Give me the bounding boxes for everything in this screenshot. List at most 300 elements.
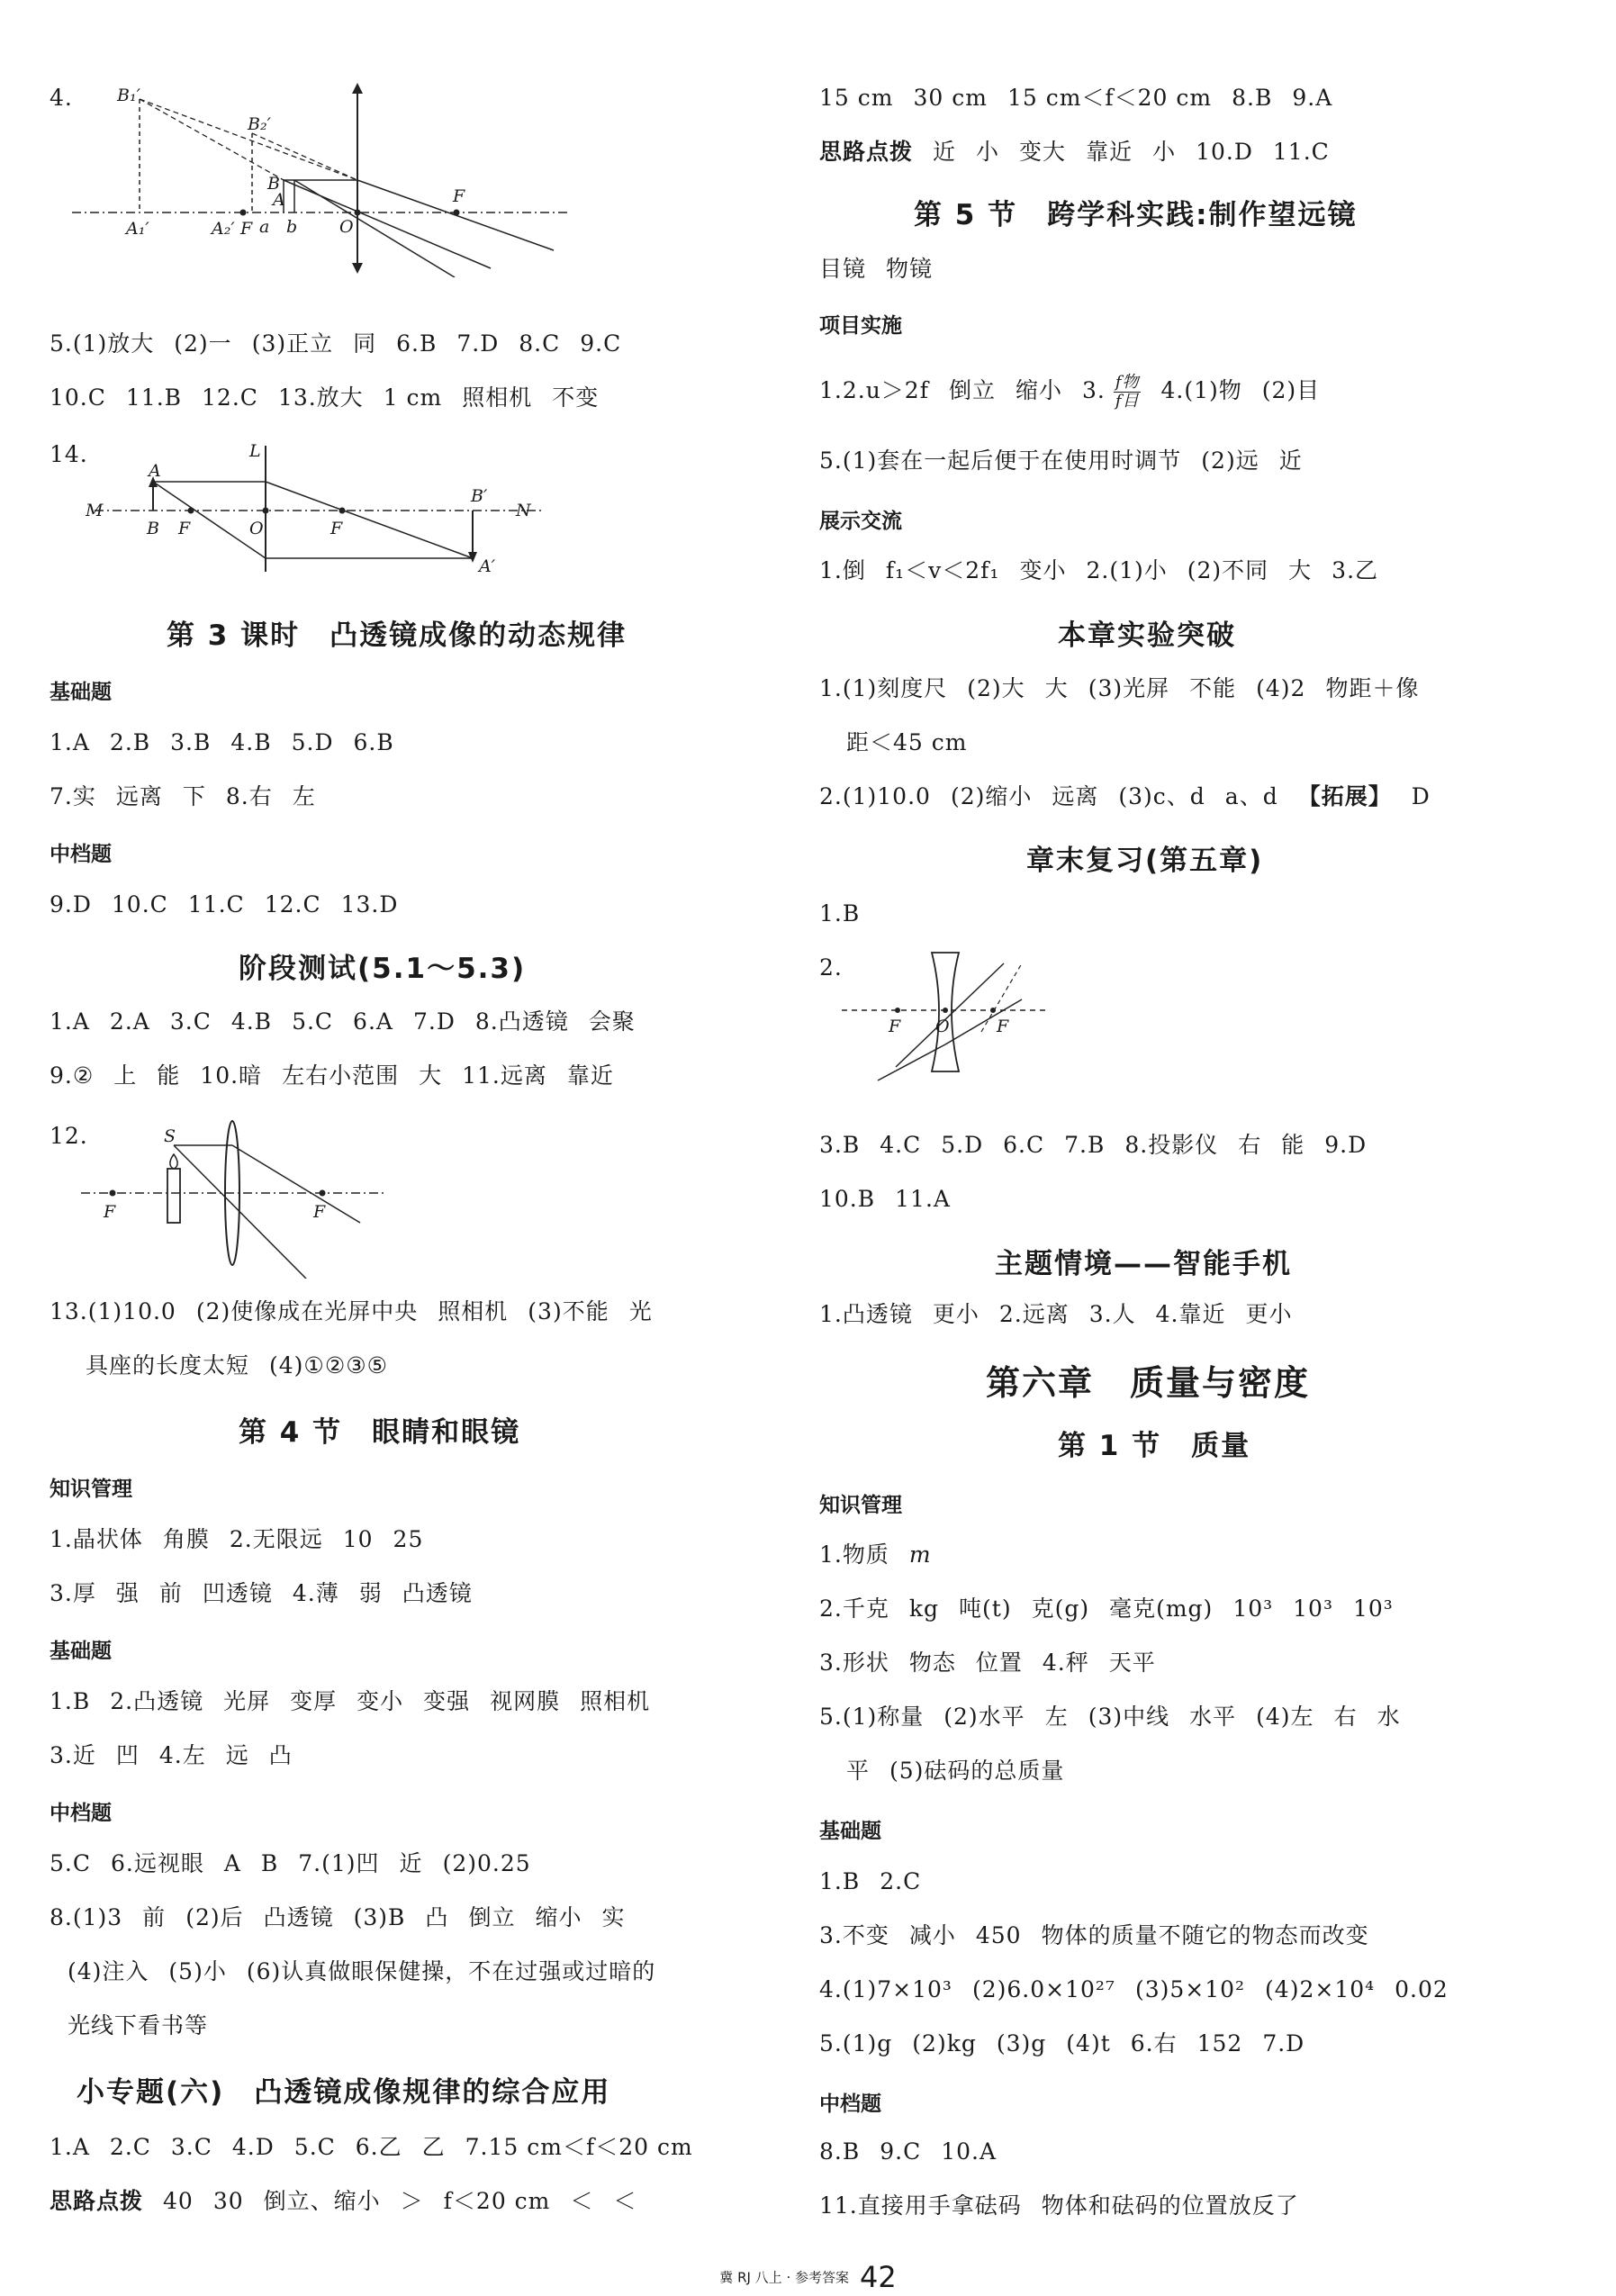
token: 3.厚 bbox=[50, 1580, 96, 1606]
ch6-line3 bbox=[819, 1648, 1176, 1678]
token: 变厚 bbox=[290, 1688, 338, 1714]
hint-label: 思路点拨 bbox=[819, 139, 914, 165]
token: 2.C bbox=[109, 2134, 151, 2160]
token: 12.C bbox=[202, 384, 258, 411]
token: 152 bbox=[1196, 2030, 1243, 2056]
lesson5-line3 bbox=[819, 446, 1323, 476]
token: (3)光屏 bbox=[1088, 675, 1170, 701]
label-f-left: F bbox=[889, 1017, 901, 1036]
token: 5.C bbox=[292, 1008, 334, 1035]
token: 物态 bbox=[908, 1650, 956, 1676]
q4-label: 4. bbox=[50, 85, 73, 111]
token: 1.物质 bbox=[819, 1541, 889, 1568]
token: 3.乙 bbox=[1332, 557, 1379, 583]
subheading-basic: 基础题 bbox=[819, 1820, 881, 1843]
token: 3. bbox=[1082, 377, 1106, 403]
token: 8.C bbox=[519, 330, 561, 357]
token: (4)①②③⑤ bbox=[269, 1352, 389, 1379]
token: 2.千克 bbox=[819, 1595, 889, 1622]
subheading-project: 项目实施 bbox=[819, 314, 902, 338]
q14-label: 14. bbox=[50, 441, 88, 467]
token: 凸 bbox=[425, 1904, 449, 1930]
label-f-right: F bbox=[997, 1017, 1009, 1036]
token: D bbox=[1411, 783, 1431, 809]
label-b: B bbox=[267, 174, 280, 194]
token: 视网膜 bbox=[490, 1688, 561, 1714]
token: 10³ bbox=[1353, 1595, 1394, 1622]
token: 6.乙 bbox=[355, 2134, 402, 2160]
token: 倒立、缩小 bbox=[263, 2188, 381, 2214]
token: 左 bbox=[1044, 1704, 1069, 1730]
label-b2: B₂′ bbox=[248, 114, 271, 134]
label-a2: A₂′ bbox=[212, 219, 235, 239]
token: 25 bbox=[393, 1526, 424, 1552]
token: 10.A bbox=[941, 2138, 998, 2165]
label-n: N bbox=[516, 501, 531, 520]
token: 照相机 bbox=[462, 384, 533, 411]
token: (4)t bbox=[1066, 2030, 1111, 2056]
token: 大 bbox=[1288, 557, 1313, 583]
token: (2)远 bbox=[1201, 447, 1259, 474]
label-m: M bbox=[86, 501, 104, 520]
token: 1.倒 bbox=[819, 557, 866, 583]
token: 减小 bbox=[908, 1922, 956, 1948]
token: 4.B bbox=[230, 1008, 273, 1035]
token: 7.D bbox=[456, 330, 500, 357]
lesson5-line2 bbox=[819, 374, 1340, 411]
token: (4)2 bbox=[1256, 675, 1306, 701]
token: 8.投影仪 bbox=[1124, 1132, 1219, 1158]
token: (4)左 bbox=[1256, 1704, 1314, 1730]
label-f-left: F bbox=[178, 519, 191, 538]
token: 凹 bbox=[115, 1742, 140, 1768]
token: 5.D bbox=[941, 1132, 984, 1158]
token: 30 bbox=[212, 2188, 244, 2214]
token: 5.(1)g bbox=[819, 2030, 893, 2056]
token: 物体和砝码的位置放反了 bbox=[1041, 2192, 1299, 2219]
token: 远离 bbox=[1052, 783, 1099, 809]
token: 物体的质量不随它的物态而改变 bbox=[1041, 1922, 1369, 1948]
token: 照相机 bbox=[580, 1688, 651, 1714]
token: 8.右 bbox=[225, 783, 273, 809]
token: 凹透镜 bbox=[202, 1580, 273, 1606]
page-number: 42 bbox=[859, 2260, 897, 2294]
token: 10.B bbox=[819, 1186, 876, 1212]
lesson5-line4 bbox=[819, 556, 1398, 586]
section-title-lesson4: 第 4 节 眼睛和眼镜 bbox=[239, 1416, 521, 1449]
token: 更小 bbox=[932, 1301, 980, 1327]
token: 7.(1)凹 bbox=[298, 1850, 380, 1876]
token: (4)2×10⁴ bbox=[1265, 1976, 1376, 2002]
stage-line2 bbox=[50, 1061, 634, 1091]
token: 4.(1)物 bbox=[1160, 377, 1242, 403]
token: 9.D bbox=[1324, 1132, 1368, 1158]
label-o: O bbox=[935, 1017, 950, 1036]
token: 1.B bbox=[50, 1688, 91, 1714]
token: 天平 bbox=[1108, 1650, 1156, 1676]
token: 角膜 bbox=[162, 1526, 210, 1552]
token: 3.形状 bbox=[819, 1650, 889, 1676]
review-line3 bbox=[819, 1184, 971, 1215]
exp-line1 bbox=[819, 673, 1439, 704]
token: 1.B bbox=[819, 1868, 861, 1894]
token: 7.D bbox=[1262, 2030, 1305, 2056]
review-line2 bbox=[819, 1130, 1386, 1161]
lesson4-line5 bbox=[50, 1849, 551, 1879]
token: (2)目 bbox=[1261, 377, 1321, 403]
token: (3)c、d bbox=[1118, 783, 1205, 809]
subheading-knowledge: 知识管理 bbox=[50, 1478, 132, 1501]
token: 光屏 bbox=[223, 1688, 271, 1714]
section-title-topic6: 小专题(六) 凸透镜成像规律的综合应用 bbox=[77, 2076, 611, 2109]
token: 1.A bbox=[50, 729, 90, 755]
token: 1.(1)刻度尺 bbox=[819, 675, 948, 701]
token: (3)正立 bbox=[251, 330, 334, 357]
label-a1: A₁′ bbox=[126, 219, 149, 239]
token: 靠近 bbox=[566, 1062, 614, 1089]
token: 3.C bbox=[170, 2134, 212, 2160]
ch6-line4 bbox=[819, 1702, 1421, 1732]
token: (2)不同 bbox=[1187, 557, 1269, 583]
ch6-line8 bbox=[819, 1975, 1468, 2005]
token: 11.A bbox=[895, 1186, 951, 1212]
token: 13.放大 bbox=[277, 384, 364, 411]
label-a: A bbox=[273, 190, 285, 210]
token: 10 bbox=[342, 1526, 374, 1552]
token: 3.C bbox=[169, 1008, 212, 1035]
lesson4-line8: 光线下看书等 bbox=[68, 2012, 209, 2038]
token: (2)使像成在光屏中央 bbox=[195, 1298, 419, 1324]
token: 1.晶状体 bbox=[50, 1526, 143, 1552]
label-b1: B₁′ bbox=[117, 86, 140, 105]
section-title-stage-test: 阶段测试(5.1～5.3) bbox=[239, 953, 527, 985]
q12-candle-diagram bbox=[81, 1116, 414, 1279]
token: (2)后 bbox=[185, 1904, 244, 1930]
token: 0.02 bbox=[1395, 1976, 1449, 2002]
token: 7.15 cm＜f＜20 cm bbox=[465, 2134, 693, 2160]
token: 9.D bbox=[50, 891, 92, 917]
token: 12.C bbox=[264, 891, 321, 917]
ch6-line10 bbox=[819, 2137, 1016, 2167]
token: 远离 bbox=[115, 783, 163, 809]
label-b-small: b bbox=[286, 217, 298, 237]
token: 小 bbox=[976, 139, 1000, 165]
label-a-small: a bbox=[259, 217, 270, 237]
token: 1 cm bbox=[383, 384, 443, 411]
token: 下 bbox=[182, 783, 206, 809]
token: 不能 bbox=[1189, 675, 1237, 701]
q5-line bbox=[50, 329, 641, 359]
token: 6.右 bbox=[1130, 2030, 1178, 2056]
token: (5)小 bbox=[168, 1958, 227, 1984]
lesson4-line4 bbox=[50, 1740, 312, 1771]
token: (6)认真做眼保健操，不在过强或过暗的 bbox=[246, 1958, 656, 1984]
token: 5.C bbox=[293, 2134, 336, 2160]
token: 30 cm bbox=[913, 85, 988, 111]
token: 1.A bbox=[50, 1008, 90, 1035]
label-b: B bbox=[147, 519, 159, 538]
token: B bbox=[260, 1850, 279, 1876]
token: (2)kg bbox=[912, 2030, 977, 2056]
token: 8.B bbox=[819, 2138, 861, 2165]
subheading-basic: 基础题 bbox=[50, 1640, 112, 1663]
token: 右 bbox=[1238, 1132, 1262, 1158]
ch6-line5 bbox=[846, 1756, 1084, 1786]
token: (4)注入 bbox=[68, 1958, 149, 1984]
subheading-middle: 中档题 bbox=[819, 2093, 881, 2116]
token: 凸 bbox=[268, 1742, 293, 1768]
token: (3)B bbox=[353, 1904, 406, 1930]
token: (5)砝码的总质量 bbox=[889, 1758, 1065, 1784]
token: 2.C bbox=[880, 1868, 922, 1894]
token: 倒立 bbox=[948, 377, 996, 403]
ch6-line6 bbox=[819, 1867, 941, 1897]
label-f-right: F bbox=[330, 519, 343, 538]
token: 前 bbox=[142, 1904, 167, 1930]
label-o: O bbox=[249, 519, 264, 538]
token: 物距＋像 bbox=[1325, 675, 1420, 701]
token: m bbox=[908, 1541, 932, 1568]
token: 变大 bbox=[1019, 139, 1067, 165]
right-line1 bbox=[819, 83, 1352, 113]
section-title-theme: 主题情境——智能手机 bbox=[995, 1248, 1292, 1280]
q2-label: 2. bbox=[819, 954, 843, 981]
token: ＜ bbox=[613, 2188, 637, 2214]
token: 11.B bbox=[125, 384, 183, 411]
token: 7.D bbox=[412, 1008, 456, 1035]
section-title-lesson3: 第 3 课时 凸透镜成像的动态规律 bbox=[167, 619, 627, 652]
token: (2)缩小 bbox=[950, 783, 1033, 809]
token: 4.薄 bbox=[292, 1580, 339, 1606]
token: 左右小范围 bbox=[282, 1062, 400, 1089]
token: 6.B bbox=[353, 729, 394, 755]
token: ＞ bbox=[400, 2188, 424, 2214]
lesson3-line1 bbox=[50, 728, 414, 758]
token: 2.无限远 bbox=[229, 1526, 323, 1552]
subheading-middle: 中档题 bbox=[50, 1802, 112, 1825]
token: 10.C bbox=[111, 891, 168, 917]
token: 7.实 bbox=[50, 783, 96, 809]
token: 11.远离 bbox=[462, 1062, 547, 1089]
stage-line1 bbox=[50, 1007, 655, 1037]
token: 近 bbox=[933, 139, 957, 165]
token: 10³ bbox=[1232, 1595, 1274, 1622]
token: (2)大 bbox=[967, 675, 1025, 701]
token: 15 cm bbox=[819, 85, 894, 111]
token: 11.C bbox=[187, 891, 245, 917]
token: 5.(1)套在一起后便于在使用时调节 bbox=[819, 447, 1182, 474]
token: 3.B bbox=[170, 729, 212, 755]
token: 8.凸透镜 bbox=[474, 1008, 569, 1035]
page-footer bbox=[0, 2260, 1616, 2294]
label-f-left: F bbox=[240, 219, 253, 239]
token: 3.B bbox=[819, 1132, 861, 1158]
token: 1.2.u＞2f bbox=[819, 377, 929, 403]
token: (2)6.0×10²⁷ bbox=[971, 1976, 1115, 2002]
token: 3.不变 bbox=[819, 1922, 889, 1948]
token: 前 bbox=[158, 1580, 183, 1606]
token: 9.A bbox=[1292, 85, 1333, 111]
token: 水平 bbox=[1189, 1704, 1237, 1730]
token: kg bbox=[908, 1595, 940, 1622]
token: 9.C bbox=[580, 330, 622, 357]
fraction bbox=[1114, 374, 1142, 411]
token: 变强 bbox=[423, 1688, 471, 1714]
token: 4.靠近 bbox=[1155, 1301, 1226, 1327]
frac-den: f目 bbox=[1115, 392, 1140, 411]
q2-concave-lens-diagram bbox=[842, 945, 1058, 1089]
token: 1.凸透镜 bbox=[819, 1301, 913, 1327]
token: 平 bbox=[846, 1758, 871, 1784]
token: 2.B bbox=[109, 729, 151, 755]
token: 吨(t) bbox=[959, 1595, 1012, 1622]
token: 上 bbox=[113, 1062, 138, 1089]
token: 10.D bbox=[1196, 139, 1253, 165]
token: 目镜 bbox=[819, 256, 867, 282]
q12-label: 12. bbox=[50, 1123, 88, 1149]
token: 8.(1)3 bbox=[50, 1904, 123, 1930]
token: 位置 bbox=[975, 1650, 1023, 1676]
token: 近 bbox=[1278, 447, 1303, 474]
token: 1.A bbox=[50, 2134, 90, 2160]
exp-line2: 距＜45 cm bbox=[846, 729, 968, 755]
ch6-line1 bbox=[819, 1540, 952, 1570]
token: 6.远视眼 bbox=[110, 1850, 204, 1876]
token: 13.D bbox=[340, 891, 399, 917]
lesson4-line2 bbox=[50, 1578, 492, 1609]
token: 15 cm＜f＜20 cm bbox=[1007, 85, 1213, 111]
token: 4.D bbox=[231, 2134, 275, 2160]
token: 照相机 bbox=[438, 1298, 509, 1324]
lesson4-line3 bbox=[50, 1686, 670, 1717]
subheading-knowledge: 知识管理 bbox=[819, 1494, 902, 1517]
label-l: L bbox=[249, 441, 261, 461]
token: 10.暗 bbox=[200, 1062, 263, 1089]
review-line1: 1.B bbox=[819, 900, 861, 927]
section-title-ch6-lesson1: 第 1 节 质量 bbox=[1058, 1430, 1251, 1462]
ch6-line7 bbox=[819, 1921, 1389, 1951]
token: (2)水平 bbox=[943, 1704, 1025, 1730]
footer-label: 冀 RJ 八上 · 参考答案 bbox=[719, 2269, 849, 2286]
token: 3.近 bbox=[50, 1742, 96, 1768]
token: 实 bbox=[601, 1904, 626, 1930]
theme-line1 bbox=[819, 1299, 1312, 1330]
token: 光 bbox=[628, 1298, 653, 1324]
token: 4.秤 bbox=[1042, 1650, 1089, 1676]
token: 2.远离 bbox=[998, 1301, 1070, 1327]
label-o: O bbox=[339, 217, 354, 237]
token: 水 bbox=[1377, 1704, 1401, 1730]
token: 5.D bbox=[291, 729, 334, 755]
token: 凸透镜 bbox=[263, 1904, 334, 1930]
token: 2.(1)10.0 bbox=[819, 783, 931, 809]
lesson5-line1 bbox=[819, 254, 952, 285]
token: 强 bbox=[115, 1580, 140, 1606]
topic6-line1 bbox=[50, 2132, 713, 2163]
token: 能 bbox=[1281, 1132, 1305, 1158]
right-line2 bbox=[819, 137, 1350, 167]
token: 【拓展】 bbox=[1297, 783, 1392, 809]
token: 变小 bbox=[1019, 557, 1067, 583]
label-f-right: F bbox=[313, 1202, 326, 1222]
lesson4-line7 bbox=[68, 1957, 675, 1987]
token: 5.(1)放大 bbox=[50, 330, 155, 357]
token: 9.② bbox=[50, 1062, 95, 1089]
token: 4.左 bbox=[158, 1742, 206, 1768]
token: 2.(1)小 bbox=[1086, 557, 1168, 583]
q4-ray-diagram bbox=[68, 79, 572, 277]
token: 远 bbox=[225, 1742, 249, 1768]
token: a、d bbox=[1224, 783, 1278, 809]
token: 2.A bbox=[109, 1008, 150, 1035]
token: 克(g) bbox=[1031, 1595, 1090, 1622]
token: 毫克(mg) bbox=[1109, 1595, 1214, 1622]
token: 7.B bbox=[1064, 1132, 1106, 1158]
token: 11.C bbox=[1272, 139, 1330, 165]
subheading-basic: 基础题 bbox=[50, 681, 112, 704]
label-a-prime: A′ bbox=[479, 556, 496, 576]
label-a: A bbox=[149, 461, 161, 481]
token: 会聚 bbox=[588, 1008, 636, 1035]
token: 靠近 bbox=[1086, 139, 1133, 165]
token: 能 bbox=[157, 1062, 181, 1089]
token: (2)一 bbox=[174, 330, 232, 357]
token: ＜ bbox=[570, 2188, 594, 2214]
token: 具座的长度太短 bbox=[86, 1352, 250, 1379]
token: 缩小 bbox=[535, 1904, 582, 1930]
token: 物镜 bbox=[886, 256, 934, 282]
token: 9.C bbox=[880, 2138, 922, 2165]
token: 更小 bbox=[1245, 1301, 1293, 1327]
subheading-middle: 中档题 bbox=[50, 843, 112, 866]
stage-line3 bbox=[50, 1297, 673, 1327]
token: (3)中线 bbox=[1088, 1704, 1170, 1730]
token: 小 bbox=[1152, 139, 1177, 165]
token: 40 bbox=[163, 2188, 194, 2214]
token: (3)不能 bbox=[528, 1298, 609, 1324]
hint-label: 思路点拨 bbox=[50, 2188, 144, 2214]
lesson3-line2 bbox=[50, 782, 336, 812]
token: 凸透镜 bbox=[402, 1580, 473, 1606]
token: 弱 bbox=[358, 1580, 383, 1606]
token: 大 bbox=[1044, 675, 1069, 701]
token: 4.(1)7×10³ bbox=[819, 1976, 952, 2002]
token: 大 bbox=[419, 1062, 443, 1089]
token: 3.人 bbox=[1088, 1301, 1136, 1327]
token: 缩小 bbox=[1015, 377, 1062, 403]
token: 倒立 bbox=[468, 1904, 516, 1930]
token: 450 bbox=[975, 1922, 1022, 1948]
token: A bbox=[223, 1850, 241, 1876]
section-title-review: 章末复习(第五章) bbox=[1026, 845, 1264, 877]
token: 左 bbox=[292, 783, 316, 809]
token: 右 bbox=[1333, 1704, 1358, 1730]
chapter-title-6: 第六章 质量与密度 bbox=[986, 1363, 1311, 1403]
exp-line3 bbox=[819, 782, 1450, 812]
q14-ray-diagram bbox=[86, 437, 554, 590]
lesson3-line3 bbox=[50, 890, 418, 920]
lesson4-line6 bbox=[50, 1903, 645, 1933]
token: (3)5×10² bbox=[1134, 1976, 1246, 2002]
token: 4.C bbox=[880, 1132, 922, 1158]
token: 同 bbox=[353, 330, 377, 357]
token: 10.C bbox=[50, 384, 106, 411]
topic6-line2 bbox=[50, 2186, 656, 2217]
ch6-line11 bbox=[819, 2191, 1319, 2221]
token: 2.凸透镜 bbox=[110, 1688, 204, 1714]
token: 6.B bbox=[396, 330, 438, 357]
token: 13.(1)10.0 bbox=[50, 1298, 176, 1324]
